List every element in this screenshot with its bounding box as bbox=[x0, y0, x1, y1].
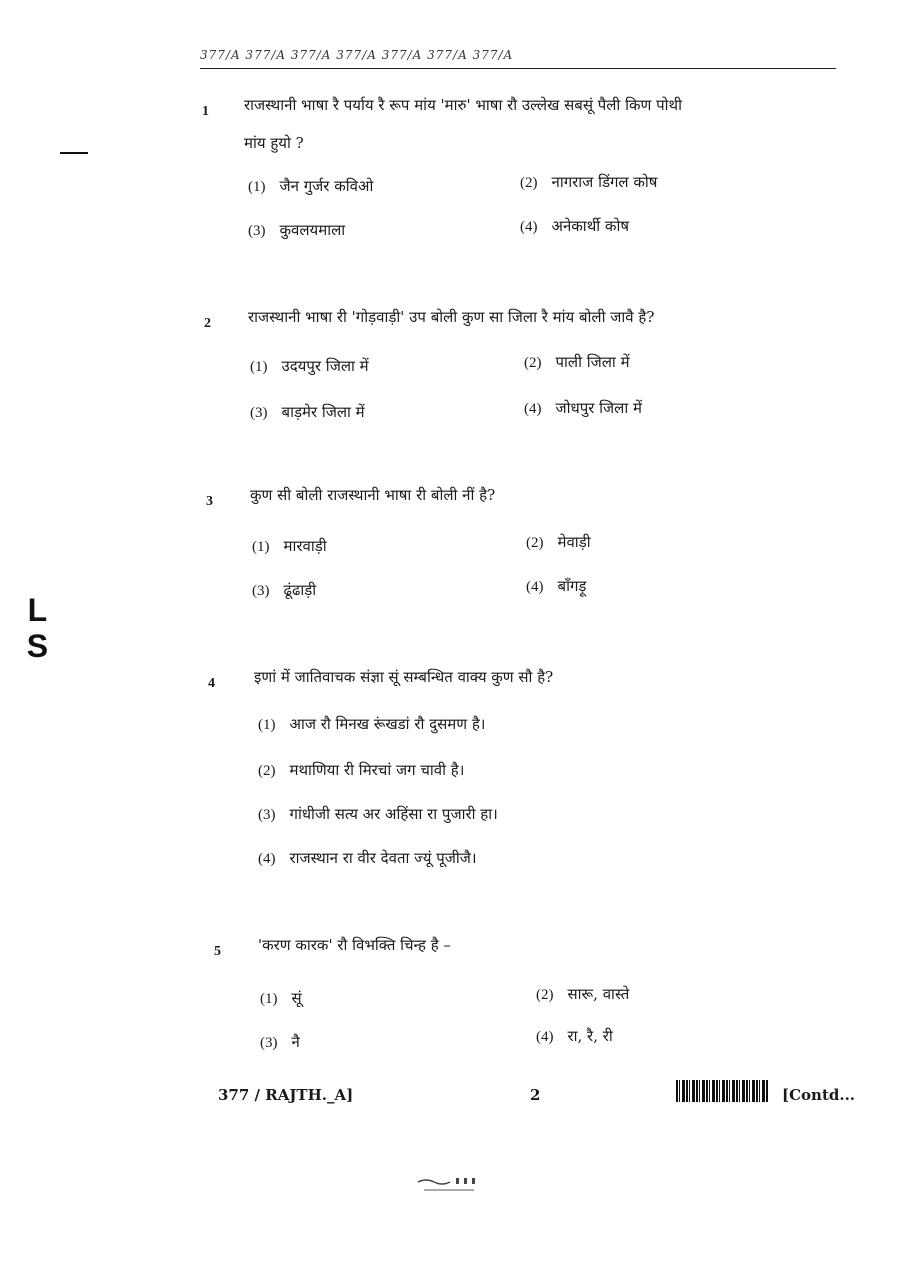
option[interactable]: (1) जैन गुर्जर कविओ bbox=[248, 177, 374, 195]
option[interactable]: (3) कुवलयमाला bbox=[248, 221, 346, 239]
margin-dash bbox=[60, 152, 88, 154]
option[interactable]: (2) मेवाड़ी bbox=[526, 533, 591, 551]
option[interactable]: (4) जोधपुर जिला में bbox=[524, 399, 642, 417]
footer-code: 377 / RAJTH._A] bbox=[218, 1086, 354, 1104]
question-text: मांय हुयो ? bbox=[244, 134, 304, 152]
header-code-strip: 377/A 377/A 377/A 377/A 377/A 377/A 377/A bbox=[200, 48, 514, 62]
option[interactable]: (2) मथाणिया री मिरचां जग चावी है। bbox=[258, 761, 465, 779]
question-number: 4 bbox=[208, 676, 215, 691]
option[interactable]: (4) अनेकार्थी कोष bbox=[520, 217, 630, 235]
option[interactable]: (3) नै bbox=[260, 1033, 300, 1051]
question-text: इणां में जातिवाचक संज्ञा सूं सम्बन्धित वाक्य कुण सौ है? bbox=[254, 668, 554, 686]
question-number: 5 bbox=[214, 944, 221, 959]
question-text: 'करण कारक' रौ विभक्ति चिन्ह है – bbox=[258, 936, 452, 954]
question-text: कुण सी बोली राजस्थानी भाषा री बोली नीं है? bbox=[250, 486, 496, 504]
question-number: 2 bbox=[204, 316, 211, 331]
barcode-icon bbox=[676, 1080, 768, 1102]
header-rule bbox=[200, 68, 836, 69]
question-text: राजस्थानी भाषा रै पर्याय रै रूप मांय 'मारु' भाषा रौ उल्लेख सबसूं पैली किण पोथी bbox=[244, 96, 682, 114]
option[interactable]: (2) पाली जिला में bbox=[524, 353, 630, 371]
option[interactable]: (3) ढूंढाड़ी bbox=[252, 581, 317, 599]
side-mark: LS bbox=[19, 592, 56, 664]
contd-label: [Contd... bbox=[782, 1086, 856, 1104]
option[interactable]: (4) रा, रै, री bbox=[536, 1027, 613, 1045]
option[interactable]: (1) आज रौ मिनख रूंखडां रौ दुसमण है। bbox=[258, 715, 486, 733]
page-number: 2 bbox=[530, 1086, 541, 1104]
option[interactable]: (2) नागराज डिंगल कोष bbox=[520, 173, 658, 191]
option[interactable]: (4) बाँगड़ू bbox=[526, 577, 587, 595]
question-number: 1 bbox=[202, 104, 209, 119]
printer-mark-icon bbox=[414, 1172, 490, 1196]
option[interactable]: (3) बाड़मेर जिला में bbox=[250, 403, 365, 421]
option[interactable]: (1) उदयपुर जिला में bbox=[250, 357, 369, 375]
option[interactable]: (2) सारू, वास्ते bbox=[536, 985, 630, 1003]
option[interactable]: (1) मारवाड़ी bbox=[252, 537, 327, 555]
option[interactable]: (3) गांधीजी सत्य अर अहिंसा रा पुजारी हा। bbox=[258, 805, 498, 823]
option[interactable]: (4) राजस्थान रा वीर देवता ज्यूं पूजीजै। bbox=[258, 849, 477, 867]
option[interactable]: (1) सूं bbox=[260, 989, 302, 1007]
question-text: राजस्थानी भाषा री 'गोड़वाड़ी' उप बोली कुण सा जिला रै मांय बोली जावै है? bbox=[248, 308, 655, 326]
question-number: 3 bbox=[206, 494, 213, 509]
